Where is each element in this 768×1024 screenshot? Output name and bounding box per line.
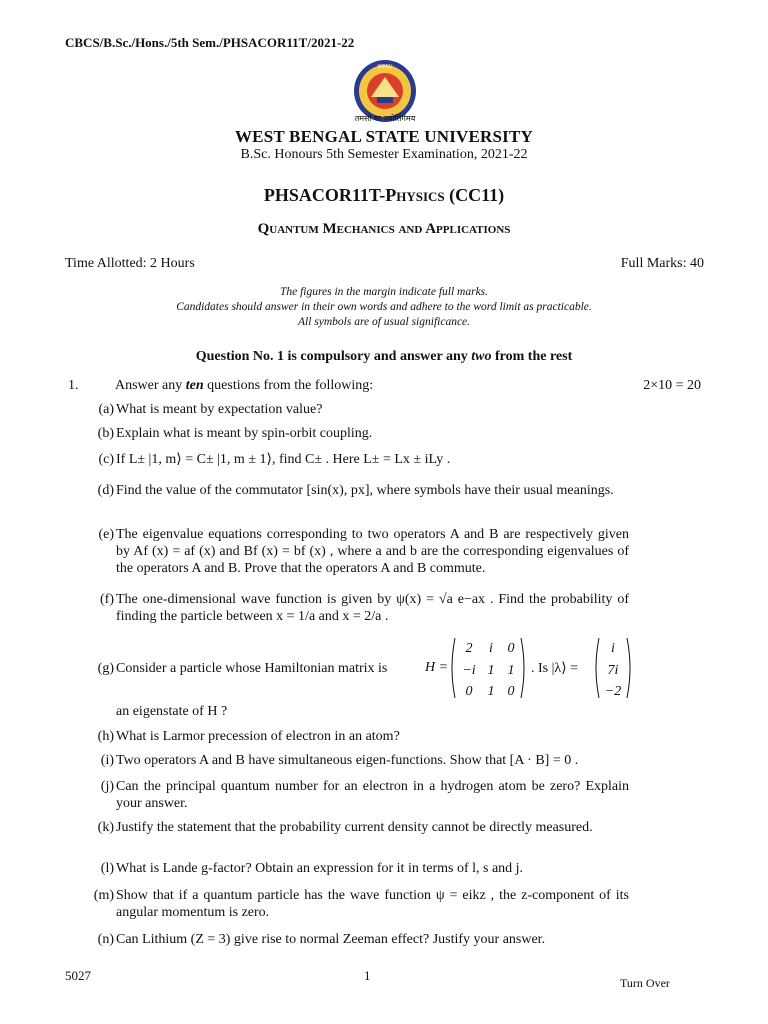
paper-title-subject: Physics (385, 185, 445, 205)
question-text-end: questions from the following: (203, 378, 374, 393)
instruction-line: All symbols are of usual significance. (297, 316, 471, 328)
part-text: What is meant by expectation value? (116, 402, 323, 417)
matrix-cell: 2 (465, 641, 473, 656)
part-text: an eigenstate of H ? (116, 704, 228, 719)
matrix-cell: 0 (507, 684, 515, 699)
part-label: (k) (97, 820, 114, 835)
instructions (0, 285, 768, 330)
matrix-h-label: H = (425, 660, 449, 675)
part-label: (f) (100, 592, 114, 607)
part-label: (i) (100, 753, 114, 768)
part-text: Show that if a quantum particle has the wave function ψ = eikz , the z-component of its angular momentum is zero. (116, 888, 629, 920)
svg-text:WBSU: WBSU (377, 64, 393, 70)
state-vector (592, 636, 634, 700)
paper-title-cc: (CC11) (449, 185, 505, 205)
part-text: Find the value of the commutator [sin(x), px], where symbols have their usual meanings. (116, 483, 614, 498)
rubric-emphasis: two (471, 349, 492, 364)
paper-title (0, 185, 768, 206)
exam-title: B.Sc. Honours 5th Semester Examination, 2021-22 (240, 147, 528, 162)
part-text: The eigenvalue equations corresponding to two operators A and B are respectively given by Af (x) = af (x) and Bf (x) = bf (x) , where a and b are the corresponding eigenvalues of the operators A and B. Prove that the operators A and B commute. (116, 527, 629, 576)
matrix-cell: 1 (487, 663, 495, 678)
university-name: WEST BENGAL STATE UNIVERSITY (234, 127, 533, 146)
part-text: Can Lithium (Z = 3) give rise to normal Zeeman effect? Justify your answer. (116, 932, 546, 947)
hamiltonian-matrix (447, 636, 529, 700)
question-text-emphasis: ten (185, 378, 204, 393)
rubric-text: Question No. 1 is compulsory and answer any (195, 349, 472, 364)
subject-title: Quantum Mechanics and Applications (257, 221, 511, 237)
part-label: (m) (93, 888, 114, 903)
part-label: (j) (100, 779, 114, 794)
footer-code: 5027 (65, 968, 91, 983)
part-text: If L± |1, m⟩ = C± |1, m ± 1⟩, find C± . Here L± = Lx ± iLy . (116, 452, 451, 467)
matrix-cell: i (489, 641, 493, 656)
part-label: (d) (97, 483, 114, 498)
part-label: (b) (97, 426, 114, 441)
time-allotted: Time Allotted: 2 Hours (65, 256, 195, 271)
matrix-cell: −i (462, 663, 476, 678)
university-motto: तमसो मा ज्योतिर्गमय (354, 114, 416, 123)
question-text (115, 378, 373, 394)
question-marks: 2×10 = 20 (643, 378, 701, 393)
part-label: (g) (97, 661, 114, 676)
vector-cell: −2 (604, 684, 622, 699)
part-label: (c) (98, 452, 114, 467)
part-text: Can the principal quantum number for an electron in a hydrogen atom be zero? Explain your answer. (116, 779, 629, 811)
part-text: What is Lande g-factor? Obtain an expression for it in terms of l, s and j. (116, 861, 524, 876)
question-text-start: Answer any (115, 378, 186, 393)
matrix-ket-label: . Is |λ⟩ = (531, 661, 579, 676)
question-number: 1. (68, 378, 79, 393)
part-label: (e) (98, 527, 114, 542)
rubric (0, 349, 768, 365)
part-text: Explain what is meant by spin-orbit coupling. (116, 426, 373, 441)
matrix-cell: 0 (507, 641, 515, 656)
part-label: (h) (97, 729, 114, 744)
part-label: (n) (97, 932, 114, 947)
page-number: 1 (364, 968, 371, 983)
vector-cell: i (611, 641, 615, 656)
matrix-cell: 0 (465, 684, 473, 699)
part-text: Justify the statement that the probability current density cannot be directly measured. (116, 820, 593, 835)
rubric-text-end: from the rest (491, 349, 573, 364)
part-text: Two operators A and B have simultaneous eigen-functions. Show that [A · B] = 0 . (116, 753, 579, 768)
part-text: What is Larmor precession of electron in an atom? (116, 729, 400, 744)
paper-code: CBCS/B.Sc./Hons./5th Sem./PHSACOR11T/2021-22 (65, 35, 355, 50)
paper-title-code: PHSACOR11T- (263, 185, 386, 205)
matrix-cell: 1 (507, 663, 515, 678)
part-label: (l) (100, 861, 114, 876)
instruction-line: Candidates should answer in their own words and adhere to the word limit as practicable. (176, 301, 592, 313)
matrix-cell: 1 (487, 684, 495, 699)
turn-over: Turn Over (620, 976, 670, 990)
part-text: The one-dimensional wave function is given by ψ(x) = √a e−ax . Find the probability of finding the particle between x = 1/a and x = 2/a . (116, 592, 629, 624)
part-label: (a) (98, 402, 114, 417)
instruction-line: The figures in the margin indicate full marks. (279, 286, 489, 298)
vector-cell: 7i (607, 663, 619, 678)
full-marks: Full Marks: 40 (620, 256, 704, 271)
part-text: Consider a particle whose Hamiltonian matrix is (116, 661, 388, 676)
